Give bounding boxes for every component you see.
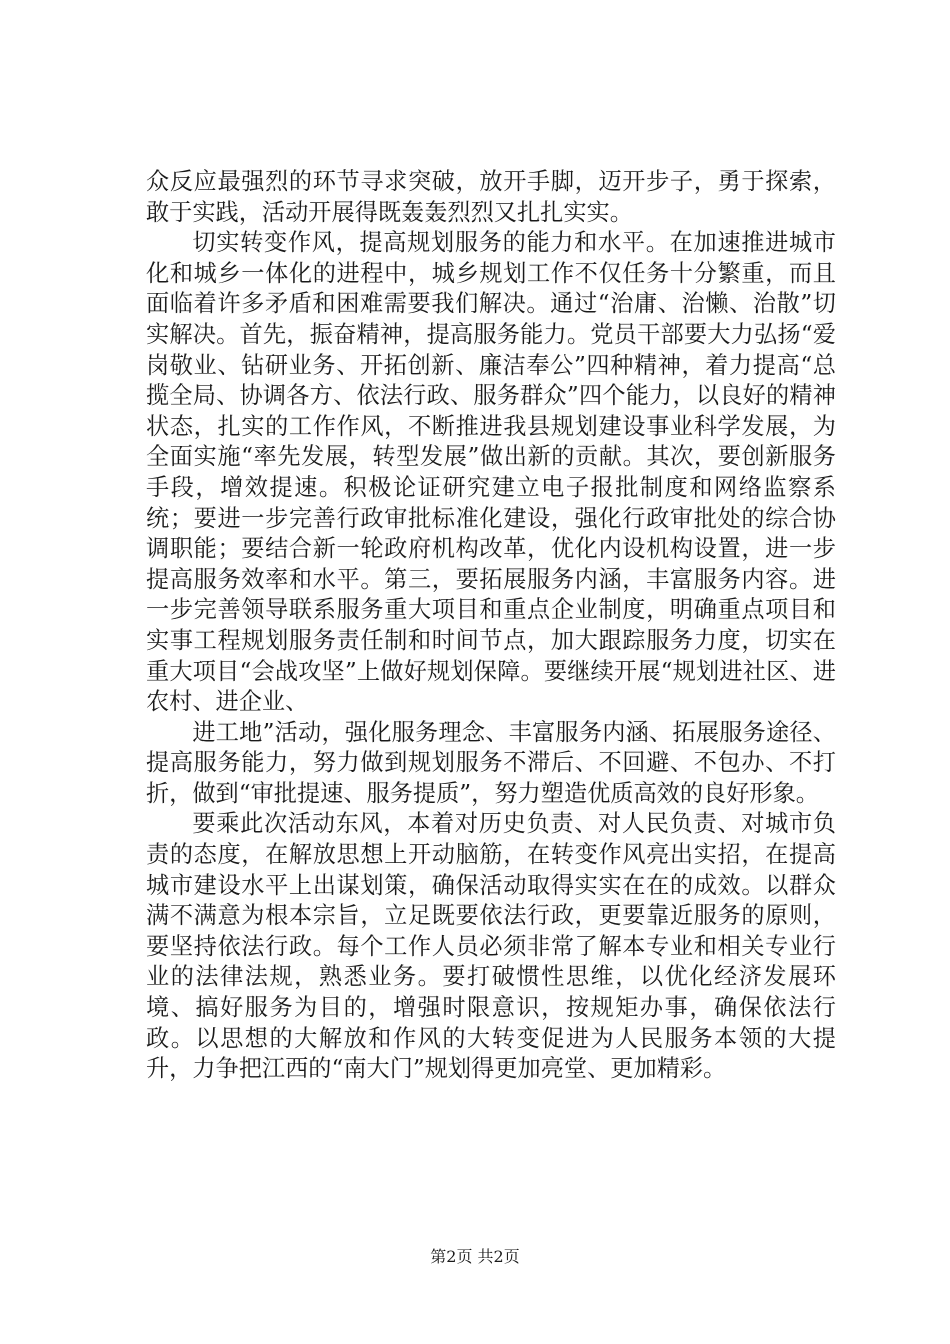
page-footer — [0, 1244, 950, 1267]
paragraph-1: 众反应最强烈的环节寻求突破，放开手脚，迈开步子，勇于探索，敢于实践，活动开展得既轰轰烈烈又扎扎实实。 — [146, 168, 836, 226]
document-body — [146, 167, 836, 1085]
paragraph-4: 要乘此次活动东风，本着对历史负责、对人民负责、对城市负责的态度，在解放思想上开动脑筋，在转变作风亮出实招，在提高城市建设水平上出谋划策，确保活动取得实实在在的成效。以群众满不满意为根本宗旨，立足既要依法行政，更要靠近服务的原则，要坚持依法行政。每个工作人员必须非常了解本专业和相关专业行业的法律法规，熟悉业务。要打破惯性思维，以优化经济发展环境、搞好服务为目的，增强时限意识，按规矩办事，确保依法行政。以思想的大解放和作风的大转变促进为人民服务本领的大提升，力争把江西的“南大门”规划得更加亮堂、更加精彩。 — [146, 810, 836, 1083]
paragraph-2: 切实转变作风，提高规划服务的能力和水平。在加速推进城市化和城乡一体化的进程中，城乡规划工作不仅任务十分繁重，而且面临着许多矛盾和困难需要我们解决。通过“治庸、治懒、治散”切实解决。首先，振奋精神，提高服务能力。党员干部要大力弘扬“爱岗敬业、钻研业务、开拓创新、廉洁奉公”四种精神，着力提高“总揽全局、协调各方、依法行政、服务群众”四个能力，以良好的精神状态，扎实的工作作风，不断推进我县规划建设事业科学发展，为全面实施“率先发展，转型发展”做出新的贡献。其次，要创新服务手段，增效提速。积极论证研究建立电子报批制度和网络监察系统；要进一步完善行政审批标准化建设，强化行政审批处的综合协调职能；要结合新一轮政府机构改革，优化内设机构设置，进一步提高服务效率和水平。第三，要拓展服务内涵，丰富服务内容。进一步完善领导联系服务重大项目和重点企业制度，明确重点项目和实事工程规划服务责任制和时间节点，加大跟踪服务力度，切实在重大项目“会战攻坚”上做好规划保障。要继续开展“规划进社区、进农村、进企业、 — [146, 229, 836, 716]
page-number-label: 第2页 共2页 — [430, 1247, 520, 1266]
paragraph-3: 进工地”活动，强化服务理念、丰富服务内涵、拓展服务途径、提高服务能力，努力做到规划服务不滞后、不回避、不包办、不打折，做到“审批提速、服务提质”，努力塑造优质高效的良好形象。 — [146, 718, 836, 807]
